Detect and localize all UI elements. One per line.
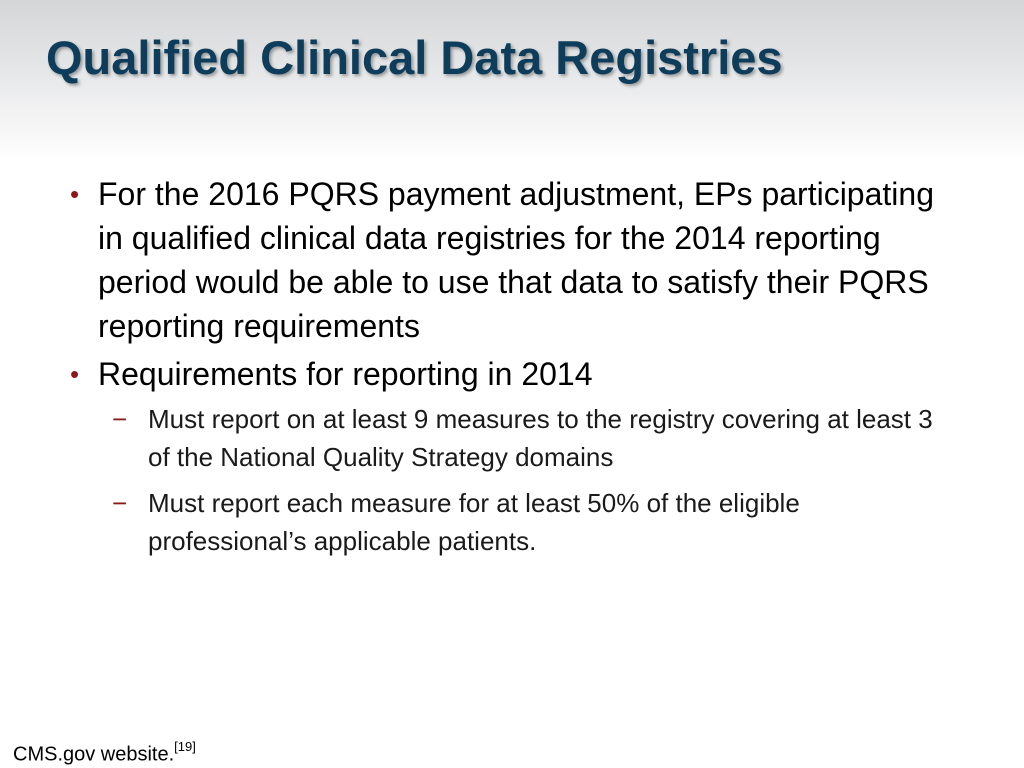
bullet-item [70, 172, 950, 348]
sub-bullet-list [70, 400, 950, 560]
bullet-text: Requirements for reporting in 2014 [98, 356, 593, 392]
dash-marker: − [112, 488, 128, 518]
citation-ref: [19] [174, 739, 196, 754]
citation [13, 736, 196, 768]
sub-bullet-text: Must report on at least 9 measures to the registry covering at least 3 of the National Quality Strategy domains [148, 404, 933, 472]
sub-bullet-item [112, 484, 950, 560]
bullet-marker: • [70, 179, 80, 209]
sub-bullet-item [112, 400, 950, 476]
sub-bullet-text: Must report each measure for at least 50% of the eligible professional’s applicable patients. [148, 488, 800, 556]
bullet-text: For the 2016 PQRS payment adjustment, EPs participating in qualified clinical data registries for the 2014 reporting period would be able to use that data to satisfy their PQRS reporting requirements [98, 176, 934, 344]
citation-text: CMS.gov website. [13, 743, 175, 766]
slide-title: Qualified Clinical Data Registries [46, 31, 783, 84]
bullet-marker: • [70, 359, 80, 389]
bullet-item [70, 352, 950, 396]
dash-marker: − [112, 404, 128, 434]
slide-content [70, 172, 950, 568]
